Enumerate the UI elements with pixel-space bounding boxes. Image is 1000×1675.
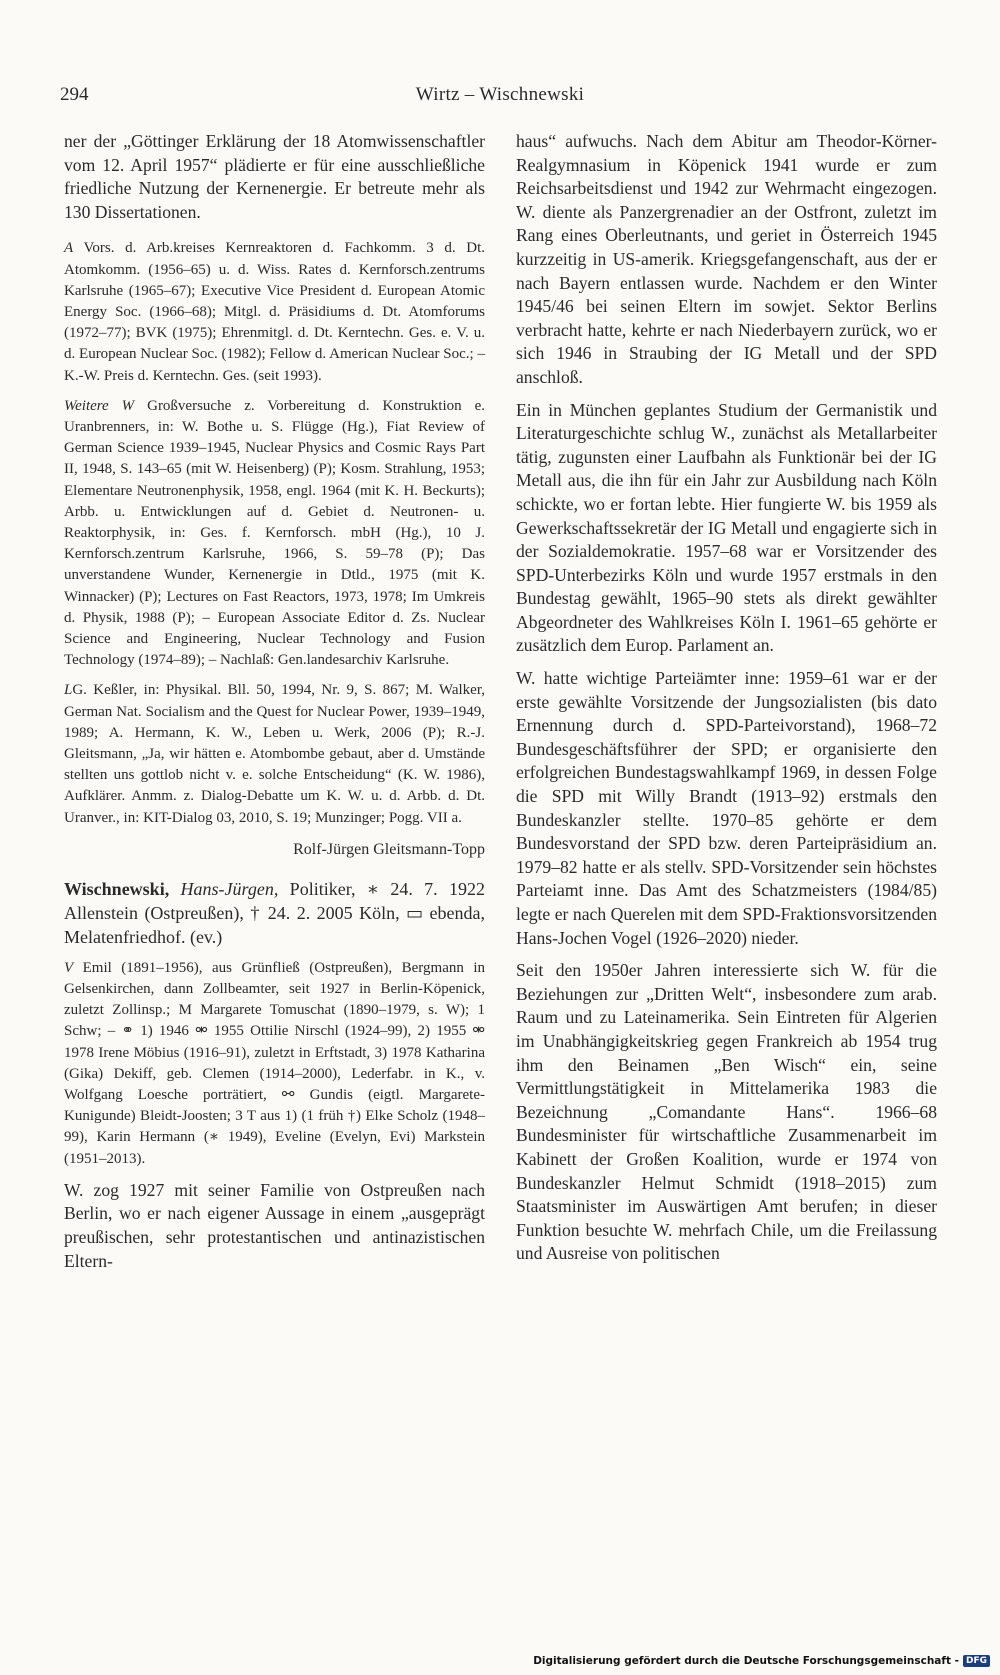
- paragraph: W. zog 1927 mit seiner Familie von Ostpreußen nach Berlin, wo er nach eigener Aussage in einem „ausgeprägt preußischen, sehr protestantischen und antinazistischen Eltern-: [64, 1179, 485, 1271]
- section-text: Vors. d. Arb.kreises Kernreaktoren d. Fachkomm. 3 d. Dt. Atomkomm. (1956–65) u. d. Wiss. Rates d. Kernforsch.zentrums Karlsruhe (1965–67); Executive Vice President d. European Atomic Energy Soc. (1966–68); Mitgl. d. Präsidiums d. Dt. Atomforums (1972–77); BVK (1975); Ehrenmitgl. d. Dt. Kerntechn. Ges. e. V. u. d. European Nuclear Soc. (1982); Fellow d. American Nuclear Soc.; – K.-W. Preis d. Kerntechn. Ges. (seit 1993).: [64, 240, 485, 384]
- dfg-logo-icon: DFG: [963, 1655, 990, 1667]
- page-header: [60, 84, 940, 112]
- page-number: 294: [60, 84, 89, 105]
- article-author: Rolf-Jürgen Gleitsmann-Topp: [293, 840, 485, 858]
- section-marker: Weitere W: [64, 397, 135, 414]
- left-column: [64, 130, 485, 1273]
- digitization-footer: [533, 1655, 990, 1667]
- paragraph: W. hatte wichtige Parteiämter inne: 1959–61 war er der erste gewählte Vorsitzende der Jungsozialisten (bis dato Ernennung durch d. SPD-Parteivorstand), 1968–72 Bundesgeschäftsführer der SPD; er organisierte den erfolgreichen Bundestagswahlkampf 1969, in dessen Folge die SPD mit Willy Brandt (1913–92) erstmals den Bundeskanzler stellte. 1970–85 gehörte er dem Bundesvorstand der SPD bzw. deren Parteipräsidium an. 1979–82 hatte er als stellv. SPD-Vorsitzender sein höchstes Parteiamt inne. Das Amt des Schatzmeisters (1984/85) legte er nach Querelen mit dem SPD-Fraktionsvorsitzenden Hans-Jochen Vogel (1926–2020) nieder.: [516, 668, 937, 948]
- entry-given-name: Hans-Jürgen,: [180, 878, 279, 899]
- section-marker: V: [64, 959, 74, 976]
- literature-section: [64, 680, 485, 828]
- right-column: [516, 130, 937, 1266]
- paragraph: Seit den 1950er Jahren interessierte sich W. für die Beziehungen zur „Dritten Welt“, insbesondere zum arab. Raum und zu Lateinamerika. Sein Eintreten für Algerien im Unabhängigkeitskrieg gegen Frankreich ab 1954 trug ihm den Beinamen „Ben Wisch“ ein, seine Vermittlungstätigkeit in Mittelamerika 1983 die Bezeichnung „Comandante Hans“. 1966–68 Bundesminister für wirtschaftliche Zusammenarbeit im Kabinett der Großen Koalition, wurde er 1974 von Bundeskanzler Helmut Schmidt (1918–2015) zum Staatsminister im Auswärtigen Amt berufen; in dieser Funktion besuchte W. mehrfach Chile, um die Freilassung und Ausreise von politischen: [516, 960, 937, 1264]
- family-section: [64, 958, 485, 1170]
- entry-details: Politiker, ∗ 24. 7. 1922 Allenstein (Ostpreußen), † 24. 2. 2005 Köln, ▭ ebenda, Melatenfriedhof. (ev.): [64, 878, 485, 947]
- section-text: G. Keßler, in: Physikal. Bll. 50, 1994, Nr. 9, S. 867; M. Walker, German Nat. Socialism and the Quest for Nuclear Power, 1939–1949, 1989; A. Hermann, K. W., Leben u. Werk, 2006 (P); R.-J. Gleitsmann, „Ja, wir hätten e. Atombombe gebaut, aber d. Umstände stellten uns gottlob nicht v. e. solche Entscheidung“ (K. W. 1986), Aufklärer. Anmm. z. Dialog-Debatte um K. W. u. d. Arbb. d. Dt. Uranver., in: KIT-Dialog 03, 2010, S. 19; Munzinger; Pogg. VII a.: [64, 682, 485, 826]
- entry-name: Wischnewski,: [64, 878, 170, 899]
- paragraph: haus“ aufwuchs. Nach dem Abitur am Theodor-Körner-Realgymnasium in Köpenick 1941 wurde er zum Reichsarbeitsdienst und 1942 zur Wehrmacht eingezogen. W. diente als Panzergrenadier an der Ostfront, zuletzt im Rang eines Oberleutnants, und geriet in Österreich 1945 kurzzeitig in US-amerik. Kriegsgefangenschaft, aus der er nach Bayern entlassen wurde. Nachdem er den Winter 1945/46 bei seinen Eltern im sowjet. Sektor Berlins verbracht hatte, kehrte er nach Niederbayern zurück, wo er sich 1946 in Straubing der IG Metall und der SPD anschloß.: [516, 131, 937, 387]
- section-text: Großversuche z. Vorbereitung d. Konstruktion e. Uranbrenners, in: W. Bothe u. S. Flügge (Hg.), Fiat Review of German Science 1939–1945, Nuclear Physics and Cosmic Rays Part II, 1948, S. 143–65 (mit W. Heisenberg) (P); Kosm. Strahlung, 1953; Elementare Neutronenphysik, 1958, engl. 1964 (mit K. H. Beckurts); Arbb. u. Entwicklungen auf d. Gebiet d. Neutronen- u. Reaktorphysik, in: Ges. f. Kernforsch. mbH (Hg.), 10 J. Kernforsch.zentrum Karlsruhe, 1966, S. 59–78 (P); Das unverstandene Wunder, Kernenergie in Dtld., 1975 (mit K. Winnacker) (P); Lectures on Fast Reactors, 1973, 1978; Im Umkreis d. Physik, 1988 (P); – European Associate Editor d. Zs. Nuclear Science and Engineering, Nuclear Technology and Fusion Technology (1974–89); – Nachlaß: Gen.landesarchiv Karlsruhe.: [64, 397, 485, 669]
- section-marker: A: [64, 240, 74, 257]
- entry-heading: [64, 877, 485, 949]
- running-title: Wirtz – Wischnewski: [415, 84, 585, 105]
- works-section: [64, 396, 485, 672]
- awards-section: [64, 238, 485, 386]
- section-text: Emil (1891–1956), aus Grünfließ (Ostpreußen), Bergmann in Gelsenkirchen, dann Zollbeamter, seit 1927 in Berlin-Köpenick, zuletzt Zollinsp.; M Margarete Tomuschat (1890–1979, s. W); 1 Schw; – ⚭ 1) 1946 ⚮ 1955 Ottilie Nirschl (1924–99), 2) 1955 ⚮ 1978 Irene Möbius (1916–91), zuletzt in Erftstadt, 3) 1978 Katharina (Gika) Dekiff, geb. Clemen (1914–2000), Lederfabr. in K., v. Wolfgang Loesche porträtiert, ⚯ Gundis (eigtl. Margarete-Kunigunde) Bleidt-Joosten; 3 T aus 1) (1 früh †) Elke Scholz (1948–99), Karin Hermann (∗ 1949), Eveline (Evelyn, Evi) Markstein (1951–2013).: [64, 959, 485, 1167]
- paragraph: Ein in München geplantes Studium der Germanistik und Literaturgeschichte schlug W., zunächst als Metallarbeiter tätig, zugunsten einer Laufbahn als Funktionär bei der IG Metall aus, die ihn für ein Jahr zur Ausbildung nach Köln schickte, wo er fortan lebte. Hier fungierte W. bis 1959 als Gewerkschaftssekretär der IG Metall und engagierte sich in der Sozialdemokratie. 1957–68 war er Vorsitzender des SPD-Unterbezirks Köln und wurde 1957 erstmals in den Bundestag gewählt, 1965–90 stets als direkt gewählter Abgeordneter des Wahlkreises Köln I. 1961–65 gehörte er zusätzlich dem Europ. Parlament an.: [516, 399, 937, 656]
- footer-text: Digitalisierung gefördert durch die Deutsche Forschungsgemeinschaft -: [533, 1655, 959, 1667]
- paragraph: ner der „Göttinger Erklärung der 18 Atomwissenschaftler vom 12. April 1957“ plädierte er für eine ausschließliche friedliche Nutzung der Kernenergie. Er betreute mehr als 130 Dissertationen.: [64, 131, 485, 222]
- section-marker: L: [64, 682, 73, 699]
